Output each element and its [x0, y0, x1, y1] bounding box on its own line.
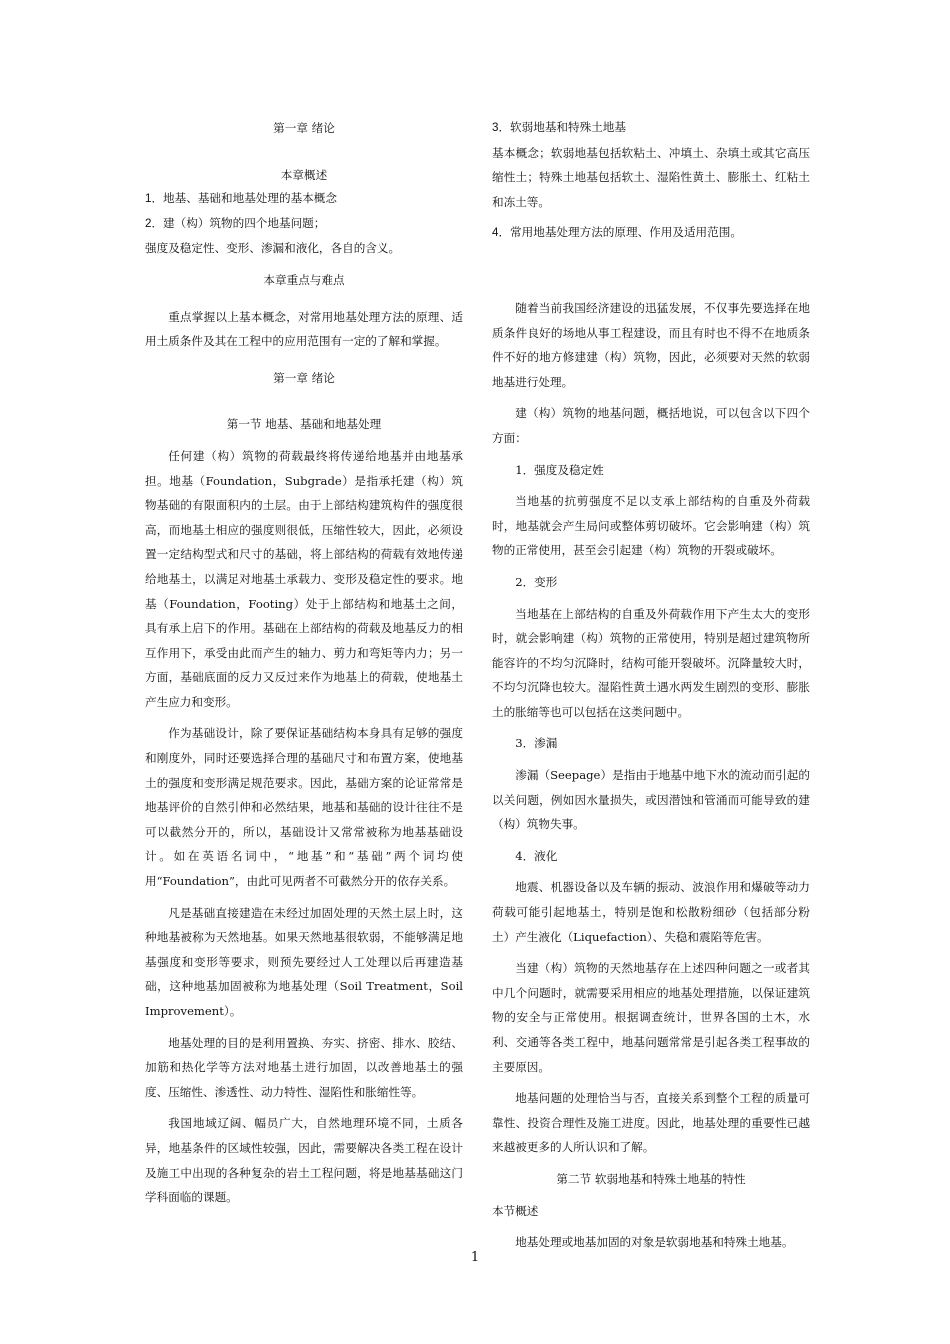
paragraph: 渗漏（Seepage）是指由于地基中地下水的流动而引起的以关问题，例如因水量损失，或因潜蚀和管涌而可能导致的建（构）筑物失事。: [492, 768, 810, 832]
subsection-title: 4．液化: [515, 848, 558, 863]
keypoints-heading: 本章重点与难点: [263, 272, 345, 287]
paragraph: 凡是基础直接建造在未经过加固处理的天然土层上时，这种地基被称为天然地基。如果天然地基很软弱，不能够满足地基强度和变形等要求，则预先要经过人工处理以后再建造基础，这种地基加固被称为地基处理（Soil Treatment，Soil Improvement）。: [145, 905, 463, 1018]
paragraph: 地基处理的目的是利用置换、夯实、挤密、排水、胶结、加筋和热化学等方法对地基土进行加固，以改善地基土的强度、压缩性、渗透性、动力特性、湿陷性和胀缩性等。: [145, 1035, 463, 1099]
paragraph: 地基问题的处理恰当与否，直接关系到整个工程的质量可靠性、投资合理性及施工进度。因此，地基处理的重要性已越来越被更多的人所认识和了解。: [492, 1091, 810, 1155]
paragraph: 任何建（构）筑物的荷载最终将传递给地基并由地基承担。地基（Foundation，Subgrade）是指承托建（构）筑物基础的有限面积内的土层。由于上部结构建筑构件的强度很高，而地基土相应的强度则很低，压缩性较大，因此，必须设置一定结构型式和尺寸的基础，将上部结构的荷载有效地传递给地基土，以满足对地基土承载力、变形及稳定性的要求。地基（Foundation，Footing）处于上部结构和地基土之间，具有承上启下的作用。基础在上部结构的荷载及地基反力的相互作用下，承受由此而产生的轴力、剪力和弯矩等内力；另一方面，基础底面的反力又反过来作为地基上的荷载，使地基土产生应力和变形。: [145, 448, 463, 709]
overview-heading: 本章概述: [280, 167, 328, 182]
overview-item-2: 2．建（构）筑物的四个地基问题；: [145, 216, 326, 230]
paragraph: 我国地域辽阔、幅员广大，自然地理环境不同，土质各异，地基条件的区域性较强，因此，需要解决各类工程在设计及施工中出现的各种复杂的岩土工程问题，将是地基基础这门学科面临的课题。: [145, 1116, 463, 1205]
paragraph: 当地基的抗剪强度不足以支承上部结构的自重及外荷载时，地基就会产生局问或整体剪切破坏。它会影响建（构）筑物的正常使用，甚至会引起建（构）筑物的开裂或破坏。: [492, 494, 810, 558]
section-1-title: 第一节 地基、基础和地基处理: [226, 417, 382, 432]
right-column: [492, 116, 810, 1255]
chapter-title: 第一章 绪论: [273, 121, 335, 135]
paragraph: 当建（构）筑物的天然地基存在上述四种问题之一或者其中几个问题时，就需要采用相应的地基处理措施，以保证建筑物的安全与正常使用。根据调查统计，世界各国的土木，水利、交通等各类工程中，地基问题常常是引起各类工程事故的主要原因。: [492, 961, 810, 1074]
paragraph: 作为基础设计，除了要保证基础结构本身具有足够的强度和刚度外，同时还要选择合理的基础尺寸和布置方案，使地基土的强度和变形满足规范要求。因此，基础方案的论证常常是地基评价的自然引伸和必然结果，地基和基础的设计往往不是可以截然分开的，所以，基础设计又常常被称为地基基础设计。如在英语名词中，“地基”和“基础”两个词均使用“Foundation”，由此可见两者不可截然分开的依存关系。: [145, 726, 463, 889]
paragraph: 地基处理或地基加固的对象是软弱地基和特殊土地基。: [515, 1235, 794, 1250]
chapter-title-2: 第一章 绪论: [273, 370, 335, 385]
keypoints-text: 重点掌握以上基本概念，对常用地基处理方法的原理、适用土质条件及其在工程中的应用范围有一定的了解和掌握。: [145, 309, 463, 349]
subsection-title: 1．强度及稳定姓: [515, 462, 604, 477]
subsection-title: 3．渗漏: [515, 736, 558, 751]
paragraph: 随着当前我国经济建设的迅猛发展，不仅事先要选择在地质条件良好的场地从事工程建设，而且有时也不得不在地质条件不好的地方修建建（构）筑物，因此，必须要对天然的软弱地基进行处理。: [492, 300, 810, 389]
section-overview-heading: 本节概述: [492, 1203, 539, 1218]
paragraph: 建（构）筑物的地基问题，概括地说，可以包含以下四个方面：: [492, 406, 810, 445]
paragraph: 地震、机器设备以及车辆的振动、波浪作用和爆破等动力荷载可能引起地基土，特别是饱和松散粉细砂（包括部分粉土）产生液化（Liquefaction）、失稳和震陷等危害。: [492, 880, 810, 944]
subsection-title: 2．变形: [515, 574, 558, 589]
paragraph: 当地基在上部结构的自重及外荷载作用下产生太大的变形时，就会影响建（构）筑物的正常使用，特别是超过建筑物所能容许的不均匀沉降时，结构可能开裂破坏。沉降量较大时，不均匀沉降也较大。湿陷性黄土遇水两发生剧烈的变形、膨胀土的胀缩等也可以包括在这类问题中。: [492, 606, 810, 719]
left-column: [145, 116, 463, 1210]
overview-item-2-detail: 强度及稳定性、变形、渗漏和液化，各自的含义。: [145, 241, 401, 256]
item-3-text: 基本概念；软弱地基包括软粘土、冲填土、杂填土或其它高压缩性土；特殊土地基包括软土、湿陷性黄土、膨胀土、红粘土和冻土等。: [492, 145, 810, 209]
page-number: 1: [470, 1250, 480, 1265]
item-3-title: 3．软弱地基和特殊土地基: [492, 121, 626, 134]
overview-item-1: 1．地基、基础和地基处理的基本概念: [145, 192, 337, 206]
section-2-title: 第二节 软弱地基和特殊土地基的特性: [556, 1171, 746, 1186]
item-4-title: 4．常用地基处理方法的原理、作用及适用范围。: [492, 226, 742, 240]
